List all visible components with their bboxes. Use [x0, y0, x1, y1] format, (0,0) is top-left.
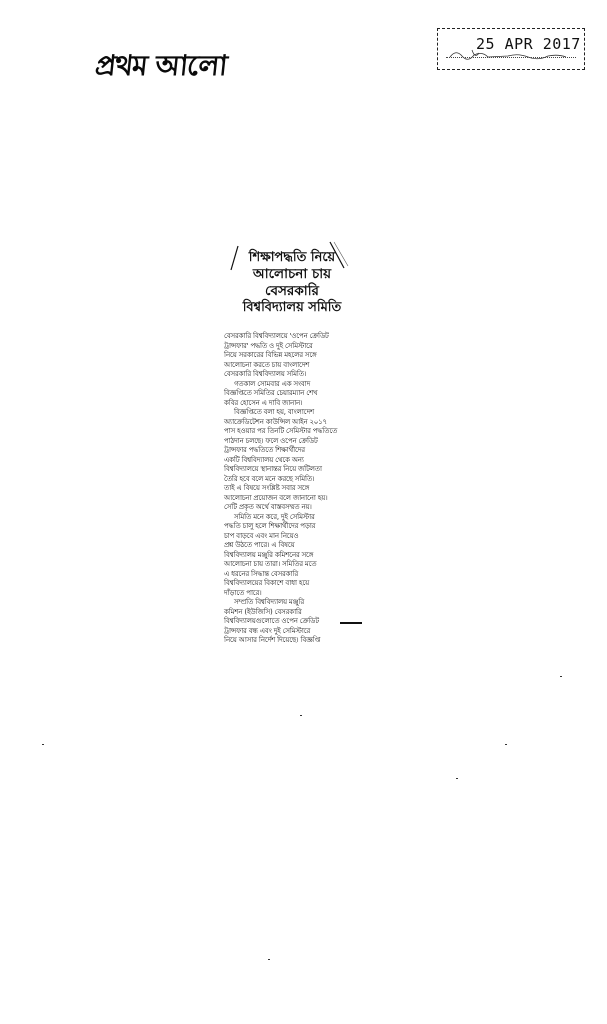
body-line: বিজ্ঞপ্তিতে বলা হয়, বাংলাদেশ [234, 408, 314, 416]
body-line: বিজ্ঞপ্তিতে সমিতির চেয়ারম্যান শেখ [224, 389, 318, 397]
headline-line: বেসরকারি [265, 283, 319, 300]
scan-speck [268, 959, 270, 960]
body-line: ট্রান্সফার বন্ধ এবং দুই সেমিস্টারে [224, 626, 311, 635]
body-line: বেসরকারি বিশ্ববিদ্যালয়ে 'ওপেন ক্রেডিট [224, 332, 329, 340]
article-end-rule [340, 622, 362, 624]
body-line: সেটি প্রকৃত অর্থে বাস্তবসম্মত নয়। [224, 503, 312, 511]
article-headline [222, 250, 362, 316]
body-line: এ ধরনের সিদ্ধান্ত বেসরকারি [224, 569, 299, 578]
stamp-dotted-line [446, 57, 576, 59]
news-clipping [222, 240, 362, 644]
body-line: বিশ্ববিদ্যালয়ের বিকাশে বাধা হয়ে [224, 579, 310, 587]
body-line: বেসরকারি বিশ্ববিদ্যালয় সমিতি। [224, 370, 307, 378]
body-line: কমিশন (ইউজিসি) বেসরকারি [224, 607, 302, 616]
body-line: আলোচনা চায় তারা। সমিতির মতে [224, 560, 317, 568]
body-line: বিশ্ববিদ্যালয়ে স্থানান্তর নিয়ে জটিলতা [224, 465, 322, 473]
body-line: নিয়ে সরকারের বিভিন্ন মহলের সঙ্গে [224, 351, 317, 359]
body-line: তৈরি হবে বলে মনে করছে সমিতি। [224, 474, 315, 483]
body-line: অ্যাক্রেডিটেশন কাউন্সিল আইন ২০১৭ [224, 417, 327, 426]
scan-speck [560, 676, 562, 677]
body-line: পাস হওয়ার পর তিনটি সেমিস্টার পদ্ধতিতে [224, 427, 338, 435]
body-line: বিশ্ববিদ্যালয়গুলোতে ওপেন ক্রেডিট [224, 617, 319, 625]
body-line: প্রশ্ন উঠতে পারে। এ বিষয়ে [224, 541, 295, 549]
body-line: পাঠদান চলছে। ফলে ওপেন ক্রেডিট [224, 436, 318, 445]
body-line: তাই এ বিষয়ে সংশ্লিষ্ট সবার সঙ্গে [224, 484, 310, 492]
newspaper-masthead: প্রথম আলো [93, 49, 229, 82]
headline-line: আলোচনা চায় [252, 266, 332, 283]
scan-speck [42, 744, 44, 745]
body-line: গতকাল সোমবার এক সংবাদ [234, 379, 311, 388]
body-line: পদ্ধতি চালু হলে শিক্ষার্থীদের পড়ার [224, 522, 316, 530]
body-line: দাঁড়াতে পারে। [224, 588, 262, 597]
scan-speck [300, 715, 302, 716]
headline-line: বিশ্ববিদ্যালয় সমিতি [242, 300, 342, 315]
scan-speck [505, 744, 507, 745]
body-line: একটি বিশ্ববিদ্যালয় থেকে অন্য [224, 455, 304, 464]
body-line: সমিতি মনে করে, দুই সেমিস্টার [234, 512, 315, 521]
body-line: আলোচনা করতে চায় বাংলাদেশ [224, 360, 310, 369]
body-line: ট্রান্সফার পদ্ধতিতে শিক্ষার্থীদের [224, 446, 305, 454]
headline-line: শিক্ষাপদ্ধতি নিয়ে [248, 250, 336, 265]
body-line: ট্রান্সফার' পদ্ধতি ও দুই সেমিস্টারে [224, 341, 313, 350]
body-line: চাপ বাড়বে এবং মান নিয়েও [224, 531, 299, 540]
body-line: সম্প্রতি বিশ্ববিদ্যালয় মঞ্জুরি [234, 598, 305, 606]
date-stamp-text: 25 APR 2017 [476, 35, 581, 53]
body-line: আলোচনা প্রয়োজন বলে জানানো হয়। [224, 493, 328, 502]
scan-speck [456, 778, 458, 779]
body-line: কবির হোসেন এ দাবি জানান। [224, 398, 303, 407]
article-body [224, 332, 360, 644]
body-line: বিশ্ববিদ্যালয় মঞ্জুরি কমিশনের সঙ্গে [224, 550, 314, 559]
body-line: নিয়ে আসার নির্দেশ দিয়েছে। বিজ্ঞপ্তি [224, 636, 321, 644]
date-stamp [437, 28, 585, 70]
